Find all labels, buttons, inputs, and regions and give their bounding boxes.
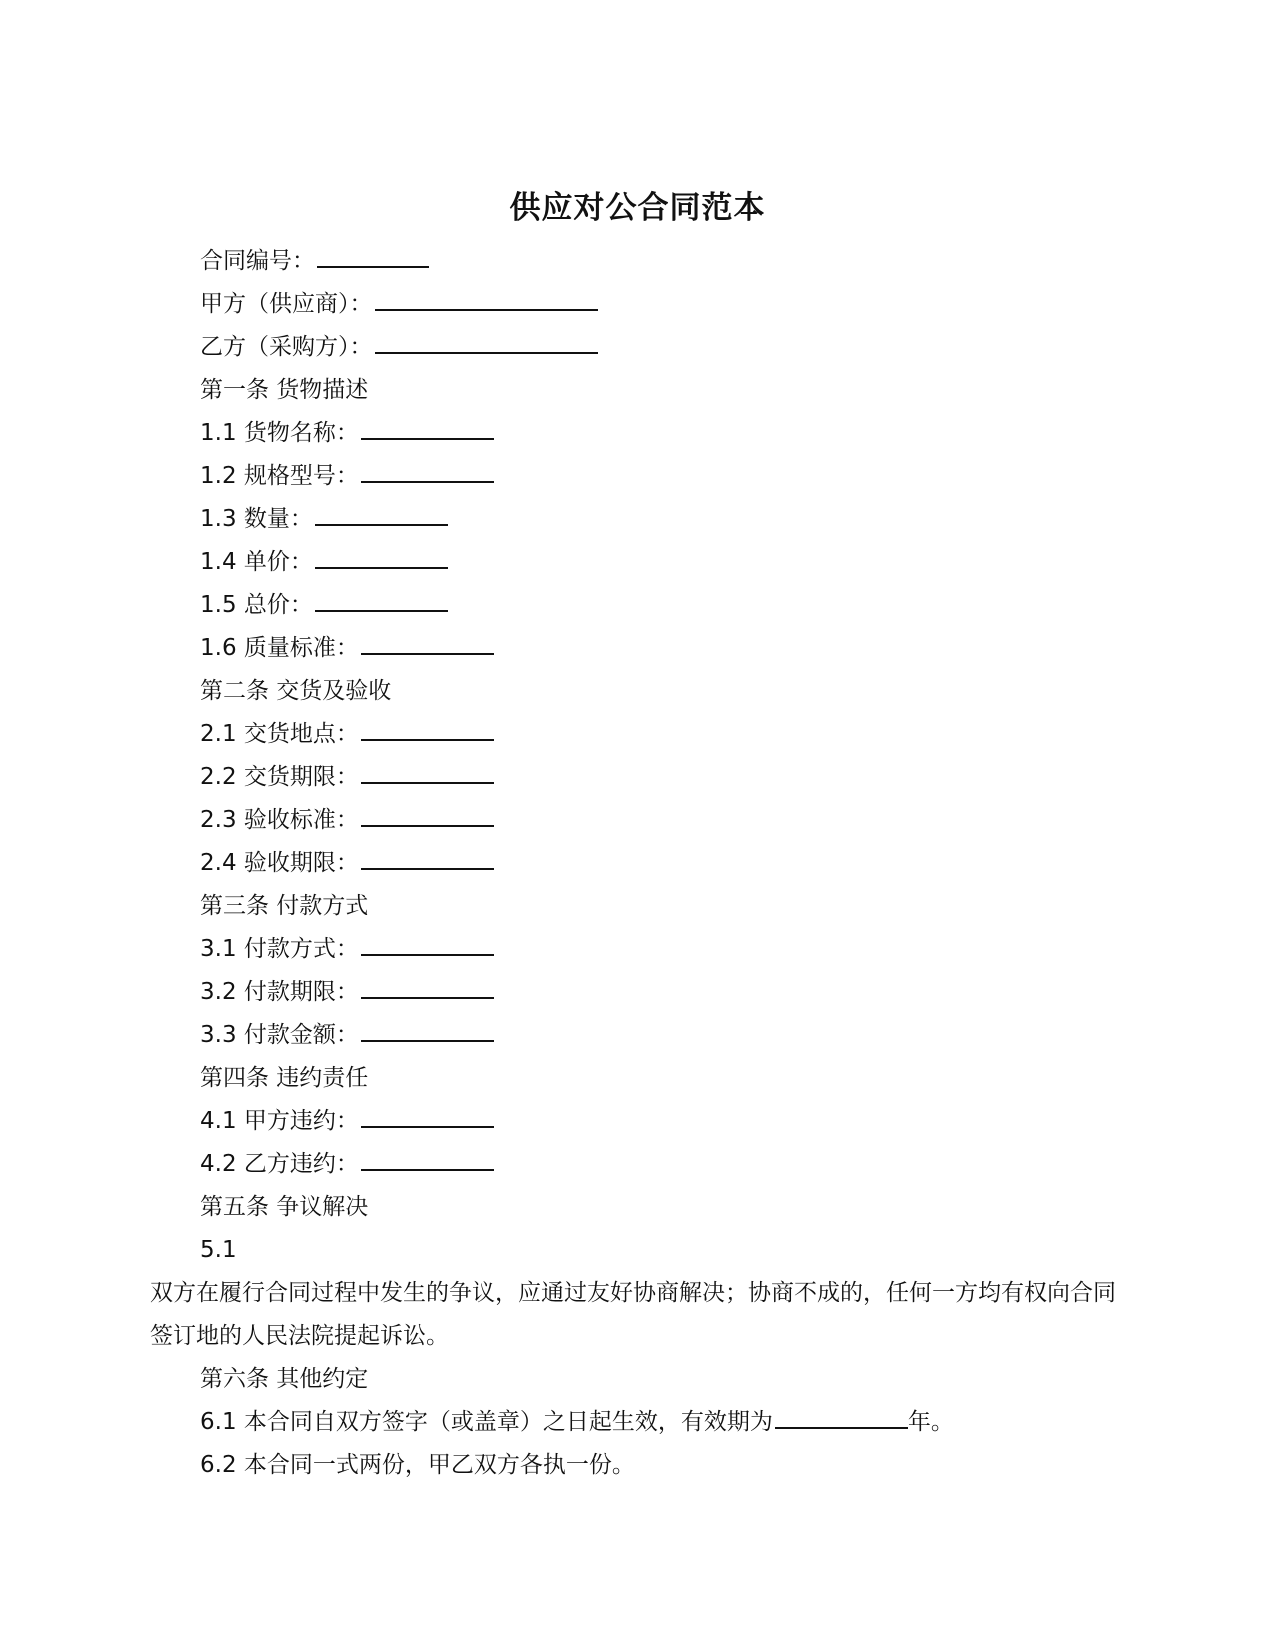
clause-3-2 [150, 971, 1135, 1014]
clause-1-2 [150, 455, 1135, 498]
party-b-label: 乙方（采购方）： [200, 334, 373, 360]
clause-3-2-blank[interactable] [361, 977, 494, 999]
clause-2-3-label: 2.3 验收标准： [200, 807, 359, 833]
party-a-blank[interactable] [375, 289, 598, 311]
contract-number-label: 合同编号： [200, 248, 315, 274]
clause-3-1-blank[interactable] [361, 934, 494, 956]
clause-6-1-suffix: 年。 [907, 1409, 954, 1435]
clause-2-2-label: 2.2 交货期限： [200, 764, 359, 790]
clause-1-4-blank[interactable] [315, 547, 448, 569]
party-b-blank[interactable] [375, 332, 598, 354]
clause-1-1 [150, 412, 1135, 455]
clause-5-1-number: 5.1 [200, 1237, 237, 1263]
article-2-heading: 第二条 交货及验收 [200, 678, 392, 704]
article-5-heading: 第五条 争议解决 [200, 1194, 369, 1220]
clause-1-5-blank[interactable] [315, 590, 448, 612]
clause-1-6-label: 1.6 质量标准： [200, 635, 359, 661]
article-4-heading: 第四条 违约责任 [200, 1065, 369, 1091]
clause-1-4 [150, 541, 1135, 584]
clause-2-4-blank[interactable] [361, 848, 494, 870]
clause-6-2: 6.2 本合同一式两份，甲乙双方各执一份。 [200, 1452, 635, 1478]
clause-3-1-label: 3.1 付款方式： [200, 936, 359, 962]
party-a-label: 甲方（供应商）： [200, 291, 373, 317]
document-title: 供应对公合同范本 [509, 190, 766, 226]
clause-1-4-label: 1.4 单价： [200, 549, 313, 575]
clause-2-2-blank[interactable] [361, 762, 494, 784]
clause-2-1-label: 2.1 交货地点： [200, 721, 359, 747]
clause-6-1 [150, 1401, 1135, 1444]
clause-2-3 [150, 799, 1135, 842]
clause-4-2-label: 4.2 乙方违约： [200, 1151, 359, 1177]
clause-2-1-blank[interactable] [361, 719, 494, 741]
clause-3-1 [150, 928, 1135, 971]
clause-1-5 [150, 584, 1135, 627]
party-a-line [150, 283, 1135, 326]
document-body [150, 240, 1135, 1487]
article-6-heading: 第六条 其他约定 [200, 1366, 369, 1392]
clause-1-6 [150, 627, 1135, 670]
clause-2-2 [150, 756, 1135, 799]
clause-1-2-label: 1.2 规格型号： [200, 463, 359, 489]
party-b-line [150, 326, 1135, 369]
clause-1-3-label: 1.3 数量： [200, 506, 313, 532]
clause-2-3-blank[interactable] [361, 805, 494, 827]
clause-1-5-label: 1.5 总价： [200, 592, 313, 618]
clause-4-2 [150, 1143, 1135, 1186]
clause-6-1-blank[interactable] [775, 1407, 908, 1429]
article-3-heading: 第三条 付款方式 [200, 893, 369, 919]
contract-number-line [150, 240, 1135, 283]
clause-3-3-label: 3.3 付款金额： [200, 1022, 359, 1048]
clause-4-1-blank[interactable] [361, 1106, 494, 1128]
clause-2-1 [150, 713, 1135, 756]
clause-4-1-label: 4.1 甲方违约： [200, 1108, 359, 1134]
clause-2-4 [150, 842, 1135, 885]
clause-5-1-paragraph: 双方在履行合同过程中发生的争议，应通过友好协商解决；协商不成的，任何一方均有权向合同签订地的人民法院提起诉讼。 [150, 1280, 1116, 1349]
clause-1-6-blank[interactable] [361, 633, 494, 655]
clause-4-1 [150, 1100, 1135, 1143]
article-1-heading: 第一条 货物描述 [200, 377, 369, 403]
clause-1-3-blank[interactable] [315, 504, 448, 526]
clause-6-1-text: 6.1 本合同自双方签字（或盖章）之日起生效，有效期为 [200, 1409, 773, 1435]
contract-number-blank[interactable] [317, 246, 429, 268]
clause-3-2-label: 3.2 付款期限： [200, 979, 359, 1005]
clause-1-2-blank[interactable] [361, 461, 494, 483]
clause-1-3 [150, 498, 1135, 541]
clause-1-1-blank[interactable] [361, 418, 494, 440]
clause-4-2-blank[interactable] [361, 1149, 494, 1171]
clause-2-4-label: 2.4 验收期限： [200, 850, 359, 876]
clause-3-3-blank[interactable] [361, 1020, 494, 1042]
clause-1-1-label: 1.1 货物名称： [200, 420, 359, 446]
clause-3-3 [150, 1014, 1135, 1057]
